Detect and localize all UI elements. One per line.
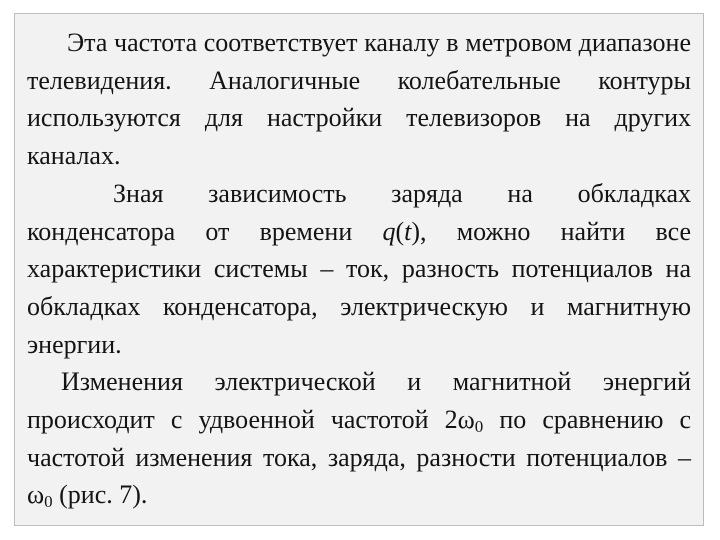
paragraph-2-before: Зная зависимость заряда на обкладках конденсатора от времени [27,178,691,246]
omega-subscript-2: 0 [44,492,53,512]
close-paren: ) [411,216,421,246]
paragraph-3-before: Изменения электрической и магнитной энергий происходит с удвоенной частотой 2ω [27,367,691,435]
slide-frame [14,13,704,526]
paragraph-3-after: (рис. 7). [52,480,148,510]
paragraph-3-middle: по сравнению с частотой изменения тока, заряда, разности потенциалов –ω [27,405,691,510]
paragraph-2-after: , можно найти все характеристики системы – ток, разность потенциалов на обкладках конденсатора, электрическую и магнитную энергии. [27,216,691,359]
omega-subscript-1: 0 [474,417,484,437]
charge-variable: q [382,216,396,246]
paragraph-charge-dependence [27,175,691,364]
slide-text [27,24,691,514]
paragraph-frequency-channel [27,24,691,175]
open-paren: ( [395,216,405,246]
paragraph-1-text: Эта частота соответствует каналу в метровом диапазоне телевидения. Аналогичные колебательные контуры используются для настройки телевизоров на других каналах. [27,28,691,171]
time-variable: t [404,216,412,246]
paragraph-energy-frequency [27,363,691,514]
